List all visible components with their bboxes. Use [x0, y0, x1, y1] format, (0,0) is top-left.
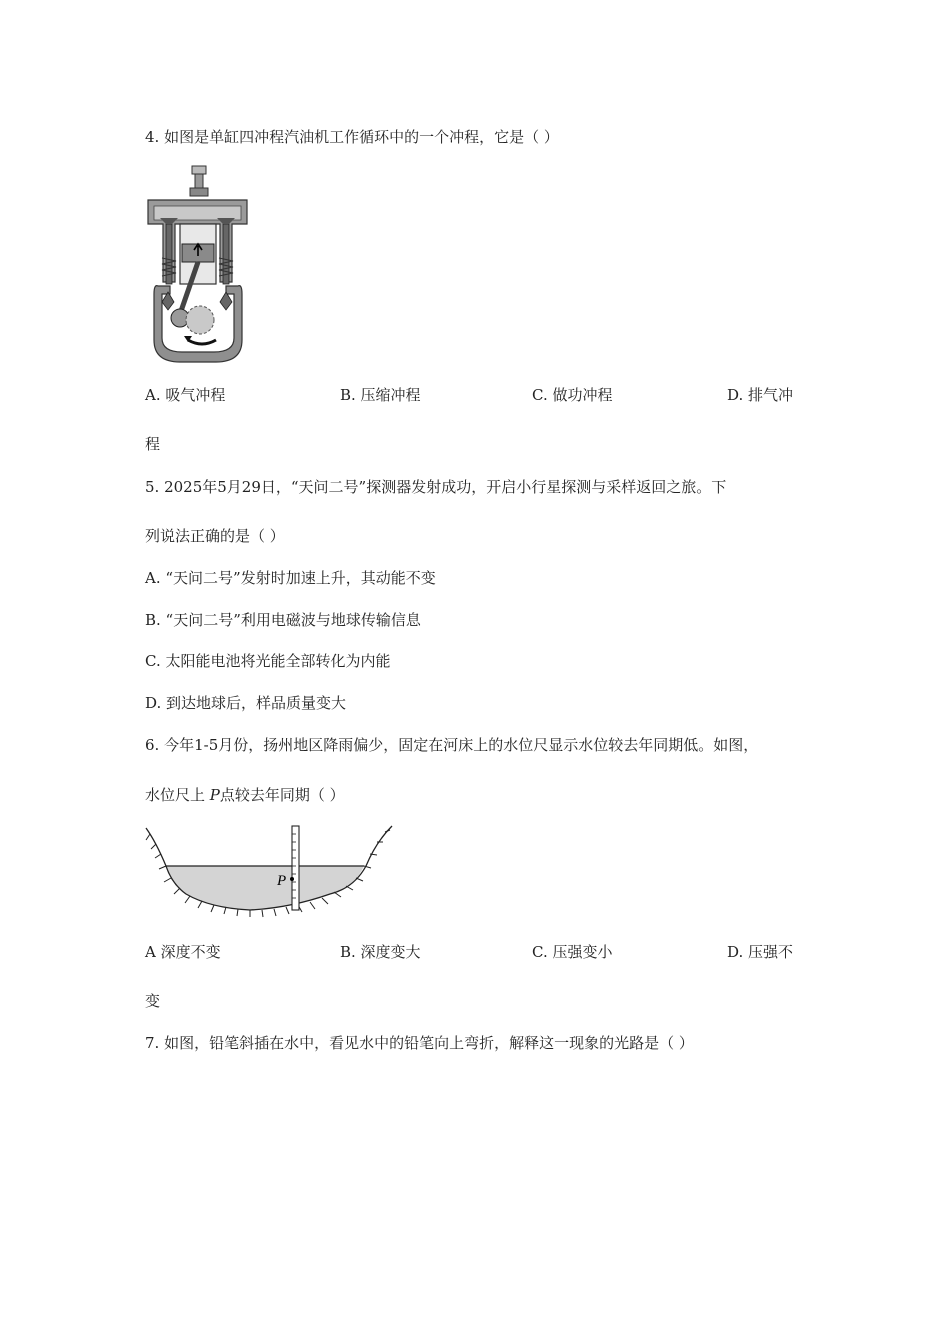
q4-option-a[interactable]: A. 吸气冲程	[145, 386, 226, 404]
q6-option-d[interactable]: D. 压强不	[727, 943, 794, 961]
q6-stem-text-a: 水位尺上	[145, 786, 210, 804]
q4-stem: 4. 如图是单缸四冲程汽油机工作循环中的一个冲程，它是（ ）	[145, 128, 559, 146]
q5-option-a[interactable]: A. “天问二号”发射时加速上升，其动能不变	[145, 569, 436, 587]
riverbed-diagram	[140, 820, 400, 924]
q4-option-b[interactable]: B. 压缩冲程	[340, 386, 421, 404]
q5-option-b[interactable]: B. “天问二号”利用电磁波与地球传输信息	[145, 611, 421, 629]
q6-option-b[interactable]: B. 深度变大	[340, 943, 421, 961]
q5-option-c[interactable]: C. 太阳能电池将光能全部转化为内能	[145, 652, 391, 670]
q6-stem-p: P	[209, 786, 220, 804]
q5-stem-line2: 列说法正确的是（ ）	[145, 527, 285, 545]
q4-option-d-wrap: 程	[145, 435, 161, 453]
q4-option-d[interactable]: D. 排气冲	[727, 386, 794, 404]
q6-option-a[interactable]: A 深度不变	[145, 943, 221, 961]
engine-diagram	[140, 162, 255, 376]
q5-option-d[interactable]: D. 到达地球后，样品质量变大	[145, 694, 347, 712]
q6-option-c[interactable]: C. 压强变小	[532, 943, 613, 961]
q6-stem-text-b: 点较去年同期（ ）	[219, 786, 345, 804]
q6-option-d-wrap: 变	[145, 992, 161, 1010]
q5-stem-line1: 5. 2025年5月29日，“天问二号”探测器发射成功，开启小行星探测与采样返回之旅。下	[145, 478, 727, 496]
q6-stem-line2	[145, 785, 345, 805]
q7-stem: 7. 如图，铅笔斜插在水中，看见水中的铅笔向上弯折，解释这一现象的光路是（ ）	[145, 1034, 694, 1052]
p-point-label: P	[277, 873, 287, 889]
q4-option-c[interactable]: C. 做功冲程	[532, 386, 613, 404]
q6-stem-line1: 6. 今年1-5月份，扬州地区降雨偏少，固定在河床上的水位尺显示水位较去年同期低。如图，	[145, 736, 759, 754]
